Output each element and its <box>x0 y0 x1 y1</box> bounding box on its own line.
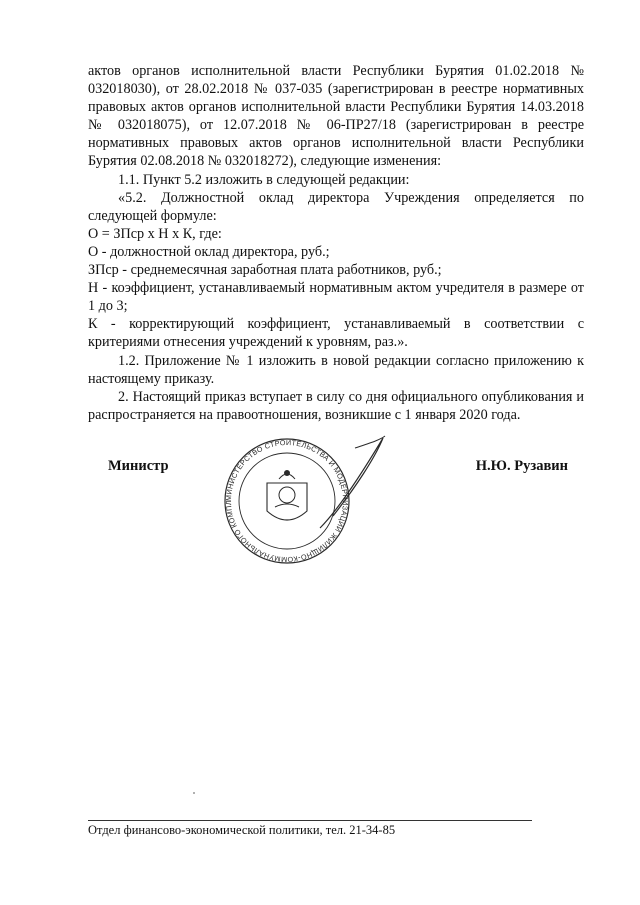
definition-zpsr: ЗПср - среднемесячная заработная плата работников, руб.; <box>88 262 442 279</box>
definition-n: Н - коэффициент, устанавливаемый нормативным актом учредителя в размере от 1 до 3; <box>88 280 584 315</box>
seal-ring-text: МИНИСТЕРСТВО СТРОИТЕЛЬСТВА И МОДЕРНИЗАЦИИ ЖИЛИЩНО-КОММУНАЛЬНОГО КОМПЛ <box>223 437 351 565</box>
seal-stamp-icon <box>205 428 395 578</box>
formula-line: О = ЗПср х Н х К, где: <box>88 225 222 242</box>
footer-note: Отдел финансово-экономической политики, тел. 21-34-85 <box>88 823 396 837</box>
definition-o: О - должностной оклад директора, руб.; <box>88 243 330 260</box>
footer-divider <box>88 820 532 821</box>
definition-k: К - корректирующий коэффициент, устанавливаемый в соответствии с критериями отнесения учреждений к уровням, раз.». <box>88 316 584 351</box>
signer-name: Н.Ю. Рузавин <box>475 458 568 474</box>
paragraph-5-2: «5.2. Должностной оклад директора Учреждения определяется по следующей формуле: <box>88 189 584 224</box>
paragraph-1-2: 1.2. Приложение № 1 изложить в новой редакции согласно приложению к настоящему приказу. <box>88 352 584 387</box>
paragraph-1-1: 1.1. Пункт 5.2 изложить в следующей редакции: <box>118 171 410 188</box>
paragraph-continuation: актов органов исполнительной власти Республики Бурятия 01.02.2018 № 032018030), от 28.02.2018 № 037-035 (зарегистрирован в реестре нормативных правовых актов органов исполнительной власти Республики Бурятия 14.03.2018 № 032018075), от 12.07.2018 № 06-ПР27/18 (зарегистрирован в реестре нормативных правовых актов органов исполнительной власти Республики Бурятия 02.08.2018 № 032018272), следующие изменения: <box>88 63 584 170</box>
official-seal <box>205 428 395 578</box>
svg-text:МИНИСТЕРСТВО СТРОИТЕЛЬСТВА И М <box>205 428 350 564</box>
paragraph-2: 2. Настоящий приказ вступает в силу со дня официального опубликования и распространяется на правоотношения, возникшие с 1 января 2020 года. <box>88 388 584 423</box>
scan-speck <box>193 792 195 794</box>
signer-role: Министр <box>108 458 169 474</box>
body-text <box>88 62 584 424</box>
